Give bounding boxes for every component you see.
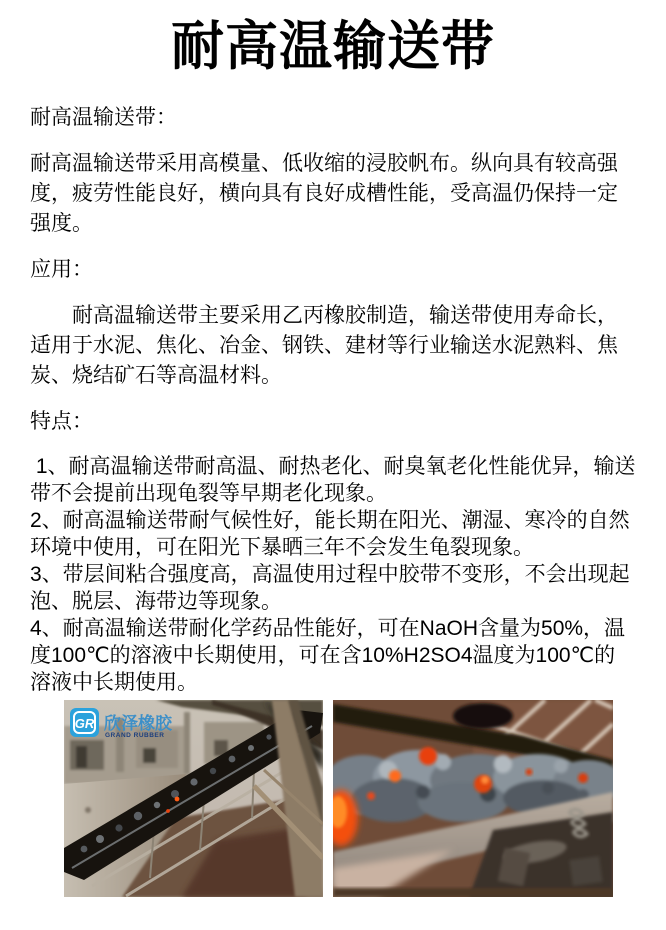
plant-conveyor-photo — [64, 700, 323, 897]
hot-material-conveyor-photo — [333, 700, 613, 897]
intro-label: 耐高温输送带： — [30, 105, 177, 129]
gr-monogram: GR — [74, 715, 95, 731]
feature-item: 2、耐高温输送带耐气候性好，能长期在阳光、潮湿、寒冷的自然环境中使用，可在阳光下暴晒三年不会发生龟裂现象。 — [30, 508, 630, 559]
photo-row — [0, 696, 666, 897]
application-text: 耐高温输送带主要采用乙丙橡胶制造，输送带使用寿命长，适用于水泥、焦化、冶金、钢铁、建材等行业输送水泥熟料、焦炭、烧结矿石等高温材料。 — [30, 303, 618, 387]
feature-item: 1、耐高温输送带耐高温、耐热老化、耐臭氧老化性能优异，输送带不会提前出现龟裂等早期老化现象。 — [30, 454, 636, 505]
logo-name-en: GRAND RUBBER — [105, 731, 165, 739]
dark-object — [453, 703, 513, 729]
feature-item: 4、耐高温输送带耐化学药品性能好，可在NaOH含量为50%，温度100℃的溶液中长期使用，可在含10%H2SO4温度为100℃的溶液中长期使用。 — [30, 616, 626, 694]
intro-text: 耐高温输送带采用高模量、低收缩的浸胶帆布。纵向具有较高强度，疲劳性能良好，横向具有良好成槽性能，受高温仍保持一定强度。 — [30, 151, 618, 235]
feature-list — [30, 453, 636, 696]
page-title: 耐高温输送带 — [171, 17, 495, 76]
features-label: 特点： — [30, 409, 93, 433]
application-label: 应用： — [30, 257, 93, 281]
product-description — [0, 79, 666, 696]
feature-item: 3、带层间粘合强度高，高温使用过程中胶带不变形，不会出现起泡、脱层、海带边等现象。 — [30, 562, 630, 613]
logo-name-cn: 欣泽橡胶 — [104, 713, 172, 733]
